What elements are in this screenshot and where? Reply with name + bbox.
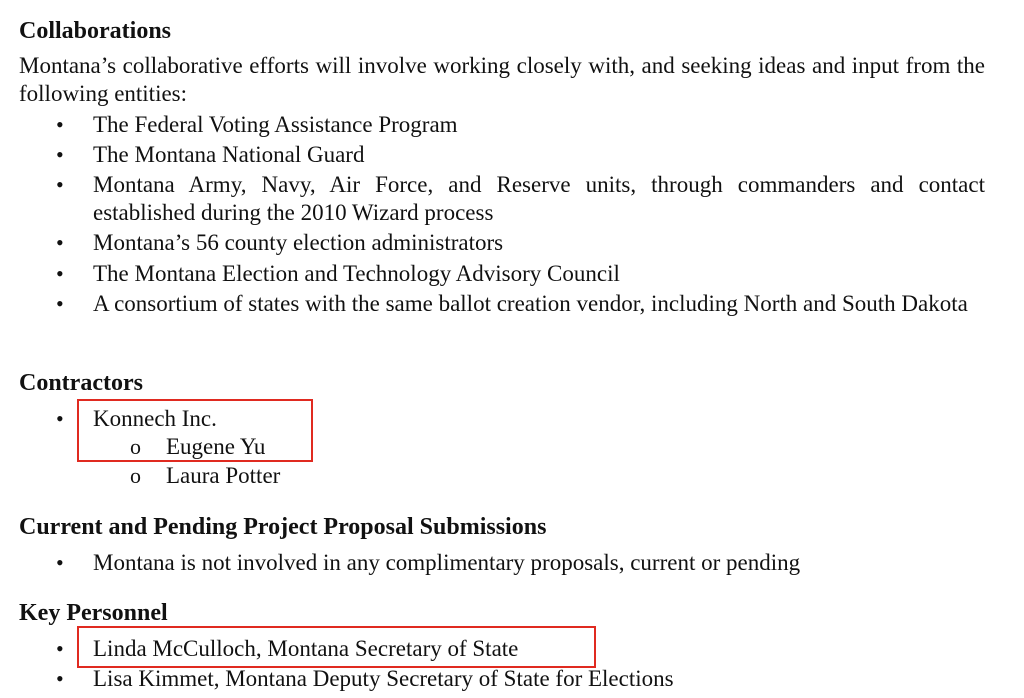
collaborations-intro: Montana’s collaborative efforts will involve working closely with, and seeking ideas and input from the following entities: <box>19 53 985 106</box>
sub-bullet-icon: o <box>130 434 141 459</box>
collaboration-item: The Montana Election and Technology Advisory Council <box>93 261 620 286</box>
bullet-icon: • <box>56 261 64 286</box>
bullet-icon: • <box>56 291 64 316</box>
collaboration-item: Montana Army, Navy, Air Force, and Reserve units, through commanders and contact established during the 2010 Wizard process <box>93 172 985 225</box>
bullet-icon: • <box>56 550 64 575</box>
personnel-item: Lisa Kimmet, Montana Deputy Secretary of State for Elections <box>93 666 674 691</box>
collaborations-heading: Collaborations <box>19 18 172 44</box>
contractor-sub-item: Eugene Yu <box>166 434 266 459</box>
personnel-heading: Key Personnel <box>19 600 168 626</box>
personnel-item: Linda McCulloch, Montana Secretary of State <box>93 636 519 661</box>
collaboration-item: A consortium of states with the same ballot creation vendor, including North and South Dakota <box>93 291 968 316</box>
proposals-heading: Current and Pending Project Proposal Submissions <box>19 514 547 540</box>
bullet-icon: • <box>56 406 64 431</box>
proposal-item: Montana is not involved in any complimentary proposals, current or pending <box>93 550 801 575</box>
highlight-box-contractor <box>77 399 313 462</box>
sub-bullet-icon: o <box>130 463 141 488</box>
bullet-icon: • <box>56 636 64 661</box>
bullet-icon: • <box>56 112 64 137</box>
collaboration-item: Montana’s 56 county election administrators <box>93 230 504 255</box>
contractors-heading: Contractors <box>19 370 143 396</box>
highlight-box-personnel <box>77 626 596 668</box>
bullet-icon: • <box>56 230 64 255</box>
collaboration-item: The Federal Voting Assistance Program <box>93 112 458 137</box>
contractor-sub-item: Laura Potter <box>166 463 281 488</box>
bullet-icon: • <box>56 172 64 197</box>
contractor-item: Konnech Inc. <box>93 406 217 431</box>
bullet-icon: • <box>56 142 64 167</box>
bullet-icon: • <box>56 666 64 691</box>
collaboration-item: The Montana National Guard <box>93 142 365 167</box>
